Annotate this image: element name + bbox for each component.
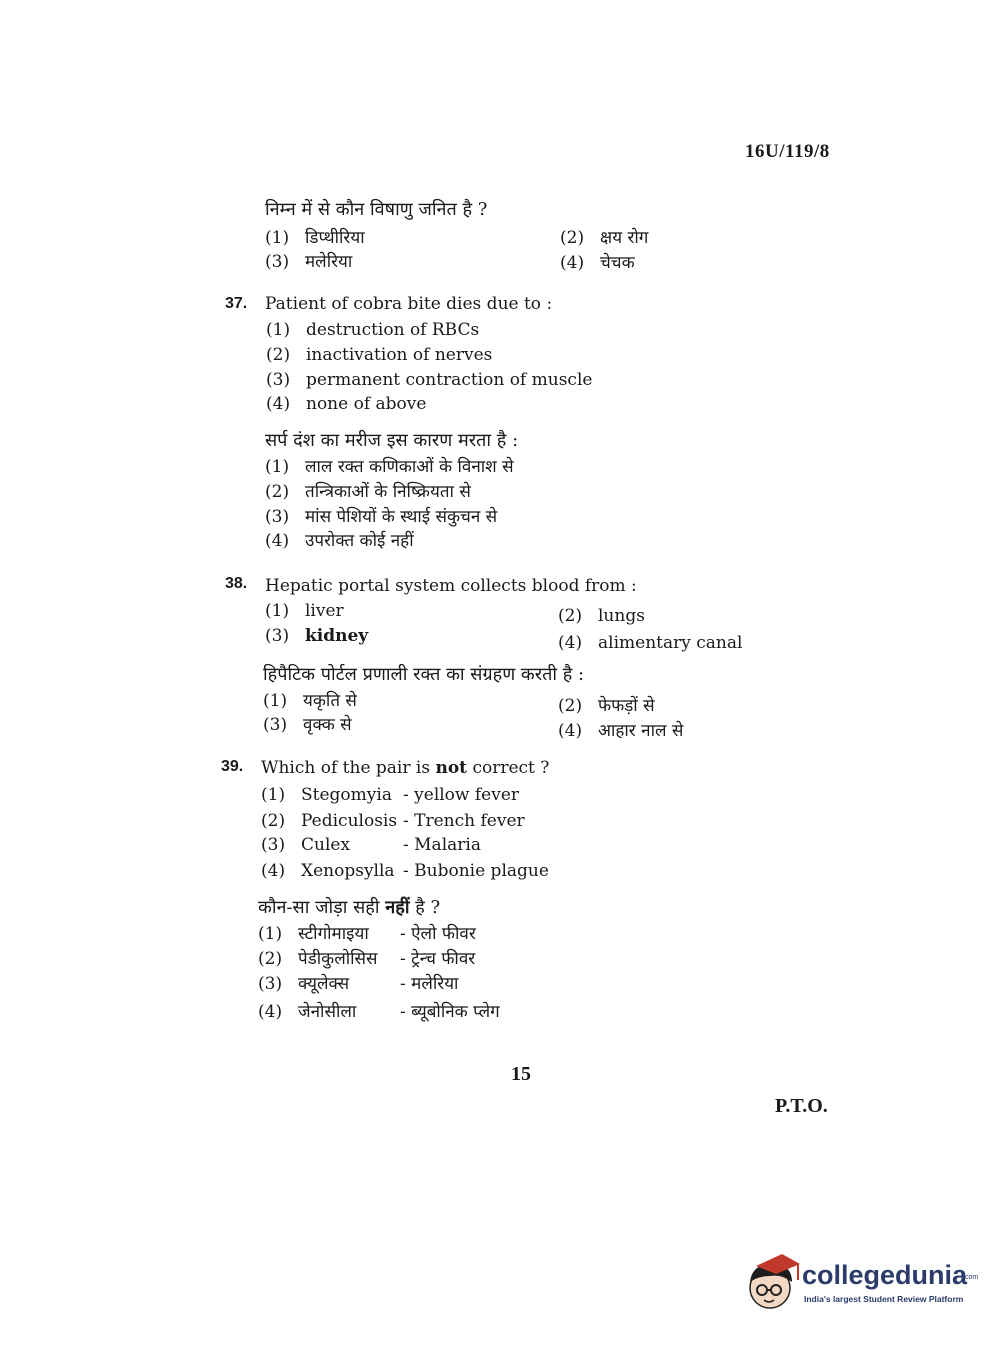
q37-hindi-option-4: (4) उपरोक्त कोई नहीं: [265, 531, 414, 551]
q39-number: 39.: [221, 758, 244, 775]
mascot-icon: [742, 1252, 802, 1312]
q37-option-1: (1) destruction of RBCs: [266, 320, 480, 340]
pto-label: P.T.O.: [775, 1095, 828, 1117]
q38-option-3: (3) kidney: [265, 626, 369, 646]
q39-hindi-pair-3: (3) क्यूलेक्स - मलेरिया: [258, 974, 459, 994]
q38-number: 38.: [225, 575, 248, 592]
collegedunia-watermark: [742, 1250, 982, 1315]
q37-hindi-option-3: (3) मांस पेशियों के स्थाई संकुचन से: [265, 507, 498, 527]
q39-pair-1: (1) Stegomyia - yellow fever: [261, 785, 520, 805]
q39-hindi-pair-1: (1) स्टीगोमाइया - ऐलो फीवर: [258, 924, 476, 944]
q37-hindi-option-2: (2) तन्त्रिकाओं के निष्क्रियता से: [265, 482, 471, 502]
q39-pair-2: (2) Pediculosis - Trench fever: [261, 811, 525, 831]
brand-tagline: India's largest Student Review Platform: [804, 1294, 964, 1304]
q39-pair-4: (4) Xenopsylla - Bubonie plague: [261, 861, 549, 881]
brand-name: collegedunia: [802, 1260, 968, 1290]
q38-hindi-option-4: (4) आहार नाल से: [558, 721, 684, 741]
q39-question: Which of the pair is not correct ?: [261, 758, 550, 778]
q38-question: Hepatic portal system collects blood from :: [265, 576, 637, 596]
q36-hindi-option-4: (4) चेचक: [560, 253, 635, 273]
brand-suffix: .com: [963, 1274, 979, 1281]
q38-option-2: (2) lungs: [558, 606, 645, 626]
q36-hindi-option-1: (1) डिप्थीरिया: [265, 228, 365, 248]
q36-hindi-question: निम्न में से कौन विषाणु जनित है ?: [265, 199, 488, 220]
page-number: 15: [511, 1063, 531, 1085]
q36-hindi-option-2: (2) क्षय रोग: [560, 228, 649, 248]
q37-option-2: (2) inactivation of nerves: [266, 345, 493, 365]
q38-hindi-question: हिपैटिक पोर्टल प्रणाली रक्त का संग्रहण करती है :: [263, 664, 585, 685]
q36-hindi-option-3: (3) मलेरिया: [265, 252, 353, 272]
q37-hindi-option-1: (1) लाल रक्त कणिकाओं के विनाश से: [265, 457, 514, 477]
q37-hindi-question: सर्प दंश का मरीज इस कारण मरता है :: [265, 430, 519, 451]
q37-number: 37.: [225, 295, 248, 312]
q38-hindi-option-2: (2) फेफड़ों से: [558, 696, 655, 716]
q37-question: Patient of cobra bite dies due to :: [265, 294, 553, 314]
q37-option-4: (4) none of above: [266, 394, 427, 414]
q39-hindi-pair-4: (4) जेनोसीला - ब्यूबोनिक प्लेग: [258, 1002, 500, 1022]
q39-hindi-question: कौन-सा जोड़ा सही नहीं है ?: [258, 897, 441, 918]
q39-hindi-pair-2: (2) पेडीकुलोसिस - ट्रेन्च फीवर: [258, 949, 476, 969]
q38-option-1: (1) liver: [265, 601, 344, 621]
paper-code: 16U/119/8: [745, 141, 830, 162]
q39-pair-3: (3) Culex - Malaria: [261, 835, 481, 855]
q37-option-3: (3) permanent contraction of muscle: [266, 370, 593, 390]
q38-hindi-option-1: (1) यकृति से: [263, 691, 357, 711]
q38-hindi-option-3: (3) वृक्क से: [263, 715, 352, 735]
q38-option-4: (4) alimentary canal: [558, 633, 743, 653]
